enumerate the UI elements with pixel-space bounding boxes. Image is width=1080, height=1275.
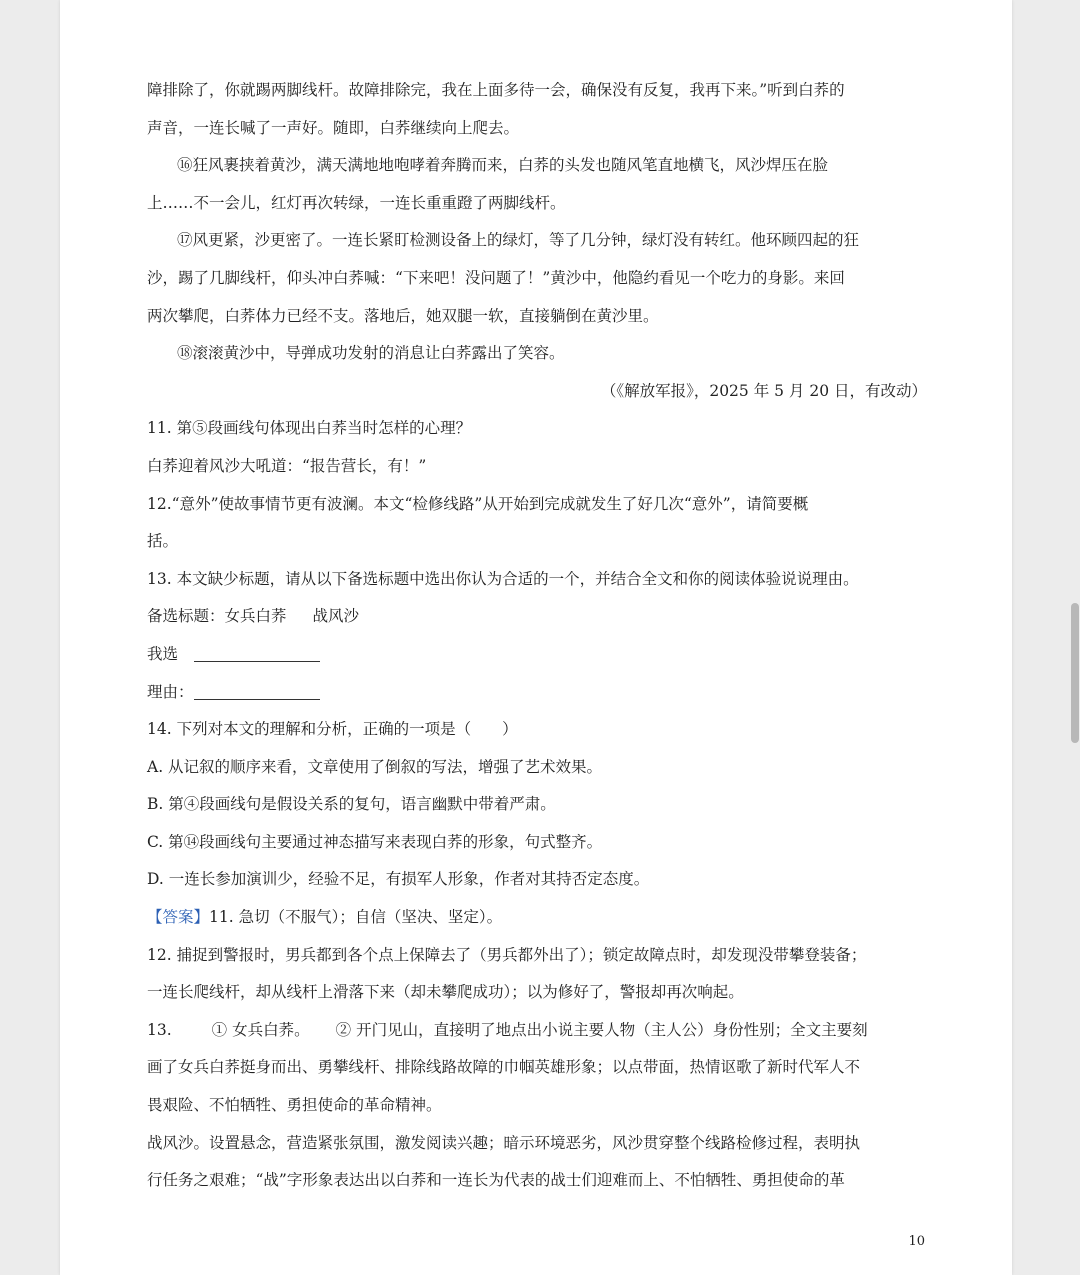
question-13: 13. 本文缺少标题，请从以下备选标题中选出你认为合适的一个，并结合全文和你的阅读体验说说理由。 — [147, 569, 859, 588]
choice-d: D. 一连长参加演训少，经验不足，有损军人形象，作者对其持否定态度。 — [147, 870, 650, 889]
choose-blank — [194, 660, 320, 662]
page-content — [147, 72, 927, 1200]
answer-tag: 【答案】 — [147, 908, 210, 927]
choice-c: C. 第⑭段画线句主要通过神态描写来表现白荞的形象，句式整齐。 — [147, 832, 603, 851]
choose-label: 我选 — [147, 644, 179, 663]
question-12: 12.“意外”使故事情节更有波澜。本文“检修线路”从开始到完成就发生了好几次“意外”，请简要概 — [147, 494, 809, 513]
answer-13-text: 开门见山，直接明了地点出小说主要人物（主人公）身份性别；全文主要刻 — [356, 1020, 868, 1039]
text-line: 括。 — [147, 532, 179, 551]
reason-label: 理由： — [147, 682, 194, 701]
text-line: 沙，踢了几脚线杆，仰头冲白荞喊：“下来吧！没问题了！”黄沙中，他隐约看见一个吃力的身影。来回 — [147, 268, 845, 287]
text-line: 畏艰险、不怕牺牲、勇担使命的革命精神。 — [147, 1096, 442, 1115]
text-line: 一连长爬线杆，却从线杆上滑落下来（却未攀爬成功）；以为修好了，警报却再次响起。 — [147, 983, 744, 1002]
reason-blank — [194, 698, 320, 700]
text-line: 战风沙。设置悬念，营造紧张氛围，激发阅读兴趣；暗示环境恶劣，风沙贯穿整个线路检修过程，表明执 — [147, 1133, 861, 1152]
question-11-quote: 白荞迎着风沙大吼道：“报告营长，有！” — [147, 456, 427, 475]
answer-12: 12. 捕捉到警报时，男兵都到各个点上保障去了（男兵都外出了）；锁定故障点时，却发现没带攀登装备； — [147, 945, 867, 964]
option-1: 女兵白荞 — [224, 607, 287, 626]
paragraph-18: ⑱滚滚黄沙中，导弹成功发射的消息让白荞露出了笑容。 — [177, 344, 565, 363]
text-line: 上……不一会儿，红灯再次转绿，一连长重重蹬了两脚线杆。 — [147, 193, 566, 212]
source-citation: （《解放军报》，2025 年 5 月 20 日，有改动） — [600, 381, 927, 400]
answer-11 — [147, 899, 927, 937]
option-2: 战风沙 — [312, 607, 360, 626]
answer-13-marker-1: ① — [211, 1020, 228, 1039]
text-line: 画了女兵白荞挺身而出、勇攀线杆、排除线路故障的巾帼英雄形象；以点带面，热情讴歌了新时代军人不 — [147, 1058, 861, 1077]
choose-row — [147, 636, 927, 674]
title-options — [147, 598, 927, 636]
text-line: 行任务之艰难；“战”字形象表达出以白荞和一连长为代表的战士们迎难而上、不怕牺牲、勇担使命的革 — [147, 1171, 845, 1190]
answer-13-marker-2: ② — [335, 1020, 352, 1039]
answer-13 — [147, 1012, 927, 1050]
choice-a: A. 从记叙的顺序来看，文章使用了倒叙的写法，增强了艺术效果。 — [147, 757, 603, 776]
answer-13-number: 13. — [147, 1020, 172, 1039]
options-label: 备选标题： — [147, 607, 225, 626]
answer-11-text: 11. 急切（不服气）；自信（坚决、坚定）。 — [209, 908, 503, 927]
text-line: 障排除了，你就踢两脚线杆。故障排除完，我在上面多待一会，确保没有反复，我再下来。”听到白荞的 — [147, 81, 845, 99]
page-number: 10 — [908, 1234, 925, 1249]
text-line: 声音，一连长喊了一声好。随即，白荞继续向上爬去。 — [147, 118, 520, 137]
scrollbar-thumb[interactable] — [1071, 603, 1079, 743]
text-line: 两次攀爬，白荞体力已经不支。落地后，她双腿一软，直接躺倒在黄沙里。 — [147, 306, 659, 325]
choice-b: B. 第④段画线句是假设关系的复句，语言幽默中带着严肃。 — [147, 795, 556, 814]
reason-row — [147, 674, 927, 712]
document-page — [60, 0, 1012, 1275]
question-14: 14. 下列对本文的理解和分析，正确的一项是（ ） — [147, 720, 518, 739]
scrollbar[interactable] — [1070, 0, 1080, 1275]
question-11: 11. 第⑤段画线句体现出白荞当时怎样的心理？ — [147, 419, 472, 438]
answer-13-option: 女兵白荞。 — [232, 1020, 310, 1039]
paragraph-17: ⑰风更紧，沙更密了。一连长紧盯检测设备上的绿灯，等了几分钟，绿灯没有转红。他环顾四起的狂 — [177, 231, 860, 250]
paragraph-16: ⑯狂风裹挟着黄沙，满天满地地咆哮着奔腾而来，白荞的头发也随风笔直地横飞，风沙焊压在脸 — [177, 156, 829, 175]
